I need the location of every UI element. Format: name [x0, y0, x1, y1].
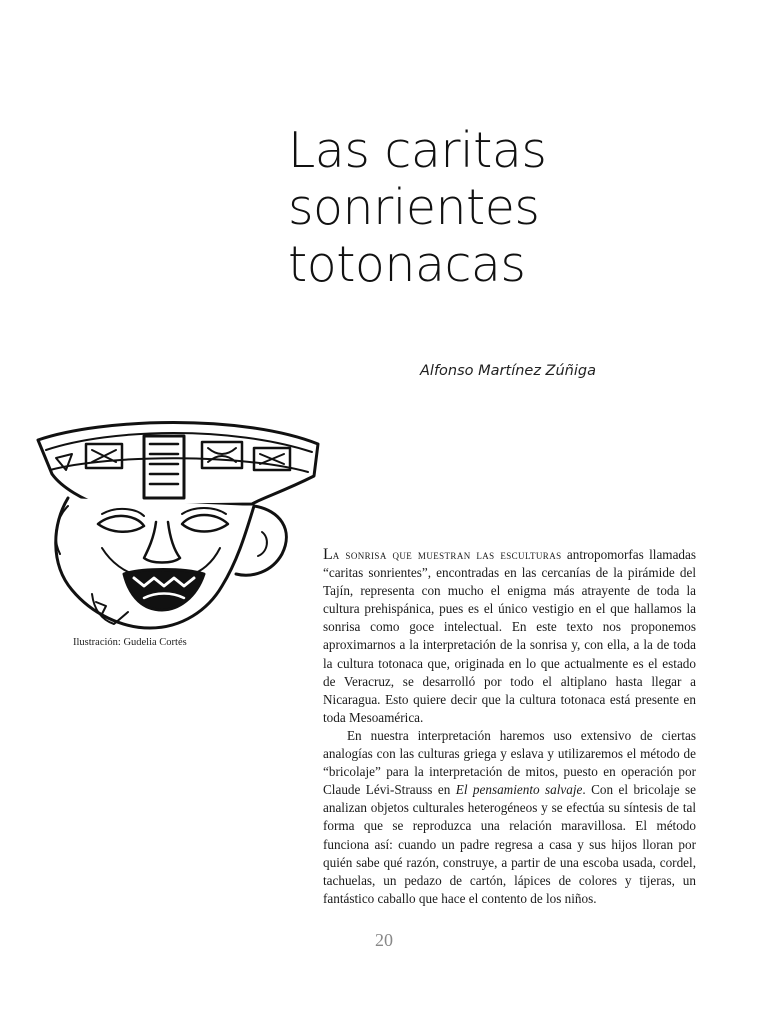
- title-line-2: sonrientes: [288, 179, 540, 236]
- paragraph-1-text: antropomorfas llamadas “caritas sonrientes”, encontradas en las cercanías de la pirámide del Tajín, representa con mucho el enigma más atrayente de toda la cultura prehispánica, pues es el único vestigio en el que hallamos la sonrisa como goce intelectual. En este texto nos proponemos aproximarnos a la interpretación de la sonrisa y, con ella, a la de toda la cultura totonaca que, originada en lo que actualmente es el estado de Veracruz, se desarrolló por todo el altiplano hasta llegar a Nicaragua. Esto quiere decir que la cultura totonaca está presente en toda Mesoamérica.: [323, 547, 697, 725]
- article-title: [288, 122, 728, 293]
- paragraph-2-text-a: En nuestra interpretación haremos uso extensivo de ciertas analogías con las culturas griega y eslava y utilizaremos el método de “bricolaje” para la interpretación de mitos, puesto en operación por Claude Lévi-Strauss en: [323, 727, 696, 798]
- lead-in-text: a sonrisa que muestran las esculturas: [332, 547, 562, 562]
- title-line-1: Las caritas: [288, 122, 547, 179]
- title-line-3: totonacas: [288, 236, 526, 293]
- article-body: [323, 546, 696, 908]
- sculpture-illustration: [32, 414, 320, 634]
- paragraph-2: [323, 727, 696, 908]
- book-title: El pensamiento salvaje: [455, 782, 583, 798]
- page-number: 20: [375, 930, 393, 950]
- author-name: Alfonso Martínez Zúñiga: [420, 363, 596, 379]
- illustration-caption: Ilustración: Gudelia Cortés: [73, 637, 187, 648]
- paragraph-2-text-b: . Con el bricolaje se analizan objetos culturales heterogéneos y se efectúa su síntesis de tal forma que se reproduzca una relación maravillosa. El método funciona así: cuando un padre regresa a casa y sus hijos lloran por quién sabe qué razón, construye, a partir de una escoba usada, cordel, tachuelas, un pedazo de cartón, lápices de colores y tijeras, un fantástico caballo que hace el contento de los niños.: [323, 782, 696, 906]
- paragraph-1: [323, 546, 696, 727]
- initial-letter: L: [323, 546, 333, 563]
